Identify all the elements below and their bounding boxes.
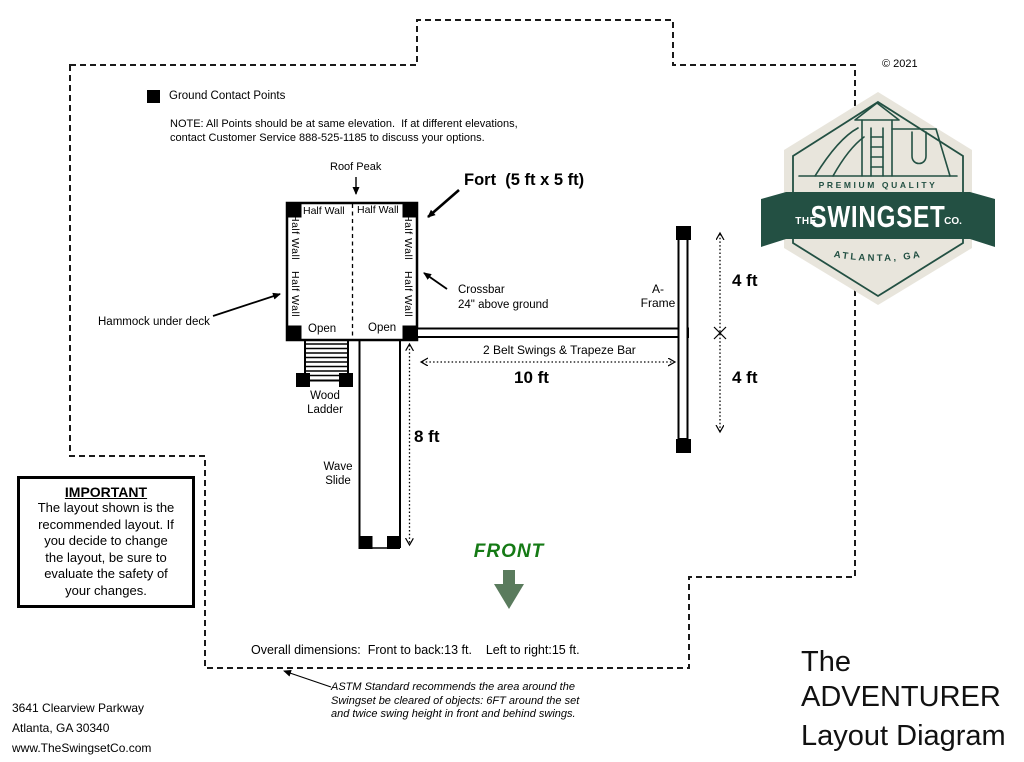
important-line: the layout, be sure to — [45, 549, 167, 565]
legend-square — [147, 90, 160, 103]
slide-label-line2: Slide — [325, 475, 351, 487]
logo-swingset-text: SWINGSET — [810, 199, 946, 234]
dim-8ft-label: 8 ft — [414, 427, 440, 446]
open-label-right: Open — [368, 322, 397, 334]
ladder-label-line2: Ladder — [307, 404, 343, 416]
fort-label-arrow — [428, 190, 459, 217]
important-box — [17, 476, 195, 608]
important-line: recommended layout. If — [38, 516, 174, 532]
ladder-label-line1: Wood — [310, 390, 340, 402]
logo-premium-text: PREMIUM QUALITY — [818, 180, 938, 190]
note-line2: contact Customer Service 888-525-1185 to discuss your options. — [170, 132, 485, 144]
crossbar-label-line2: 24" above ground — [458, 299, 549, 311]
front-label: FRONT — [473, 541, 545, 562]
crossbar-label-line1: Crossbar — [458, 284, 505, 296]
front-arrow — [494, 570, 524, 609]
product-title-line1: The — [801, 646, 851, 678]
dim-4ft-bottom-label: 4 ft — [732, 368, 758, 387]
swings-label: 2 Belt Swings & Trapeze Bar — [483, 343, 636, 357]
half-wall-top-left: Half Wall — [303, 205, 345, 217]
logo-co-text: CO. — [944, 216, 962, 227]
fort-structure — [287, 203, 417, 340]
important-title: IMPORTANT — [64, 484, 148, 500]
half-wall-left-upper: Half Wall — [289, 214, 301, 261]
legend-label: Ground Contact Points — [169, 90, 286, 102]
crossbar-arrow — [424, 273, 447, 289]
half-wall-right-upper: Half Wall — [402, 214, 414, 261]
important-line: The layout shown is the — [37, 500, 175, 515]
hammock-arrow — [213, 294, 280, 316]
half-wall-top-right: Half Wall — [357, 204, 399, 216]
address-line1: 3641 Clearview Parkway — [12, 701, 145, 715]
important-line: your changes. — [65, 582, 147, 598]
fort-title: Fort (5 ft x 5 ft) — [464, 171, 585, 189]
important-line: you decide to change — [44, 533, 168, 548]
dim-10ft-label: 10 ft — [514, 368, 549, 387]
aframe-label-line2: Frame — [640, 296, 676, 310]
half-wall-left-lower: Half Wall — [289, 271, 301, 318]
address-line3: www.TheSwingsetCo.com — [12, 741, 152, 755]
product-title-line2: ADVENTURER — [801, 681, 1001, 713]
copyright-text: © 2021 — [882, 58, 918, 70]
astm-arrow — [284, 671, 331, 687]
dim-4ft-top-label: 4 ft — [732, 271, 758, 290]
wave-slide — [359, 340, 401, 549]
aframe-label-line1: A- — [652, 282, 664, 296]
astm-line2: Swingset be cleared of objects: 6FT around the set — [331, 694, 580, 707]
wood-ladder — [296, 340, 353, 387]
roof-peak-label: Roof Peak — [330, 161, 382, 173]
astm-line3: and twice swing height in front and behind swings. — [331, 708, 576, 720]
logo-the-text: THE — [795, 216, 817, 227]
astm-line1: ASTM Standard recommends the area around the — [331, 681, 575, 693]
product-title-line3: Layout Diagram — [801, 720, 1006, 752]
important-line: evaluate the safety of — [44, 566, 168, 581]
open-label-left: Open — [308, 323, 337, 335]
swing-beam — [417, 329, 688, 338]
slide-label-line1: Wave — [323, 461, 353, 473]
half-wall-right-lower: Half Wall — [402, 271, 414, 318]
note-line1: NOTE: All Points should be at same elevation. If at different elevations, — [170, 118, 518, 130]
overall-dimensions-text: Overall dimensions: Front to back:13 ft. Left to right:15 ft. — [251, 643, 580, 657]
dim-4ft-lines — [714, 234, 726, 431]
swingset-co-logo — [761, 92, 995, 305]
address-line2: Atlanta, GA 30340 — [12, 721, 110, 735]
hammock-label: Hammock under deck — [98, 316, 210, 328]
a-frame-structure — [676, 226, 691, 453]
logo-city-arc: ATLANTA, GA — [833, 249, 923, 265]
